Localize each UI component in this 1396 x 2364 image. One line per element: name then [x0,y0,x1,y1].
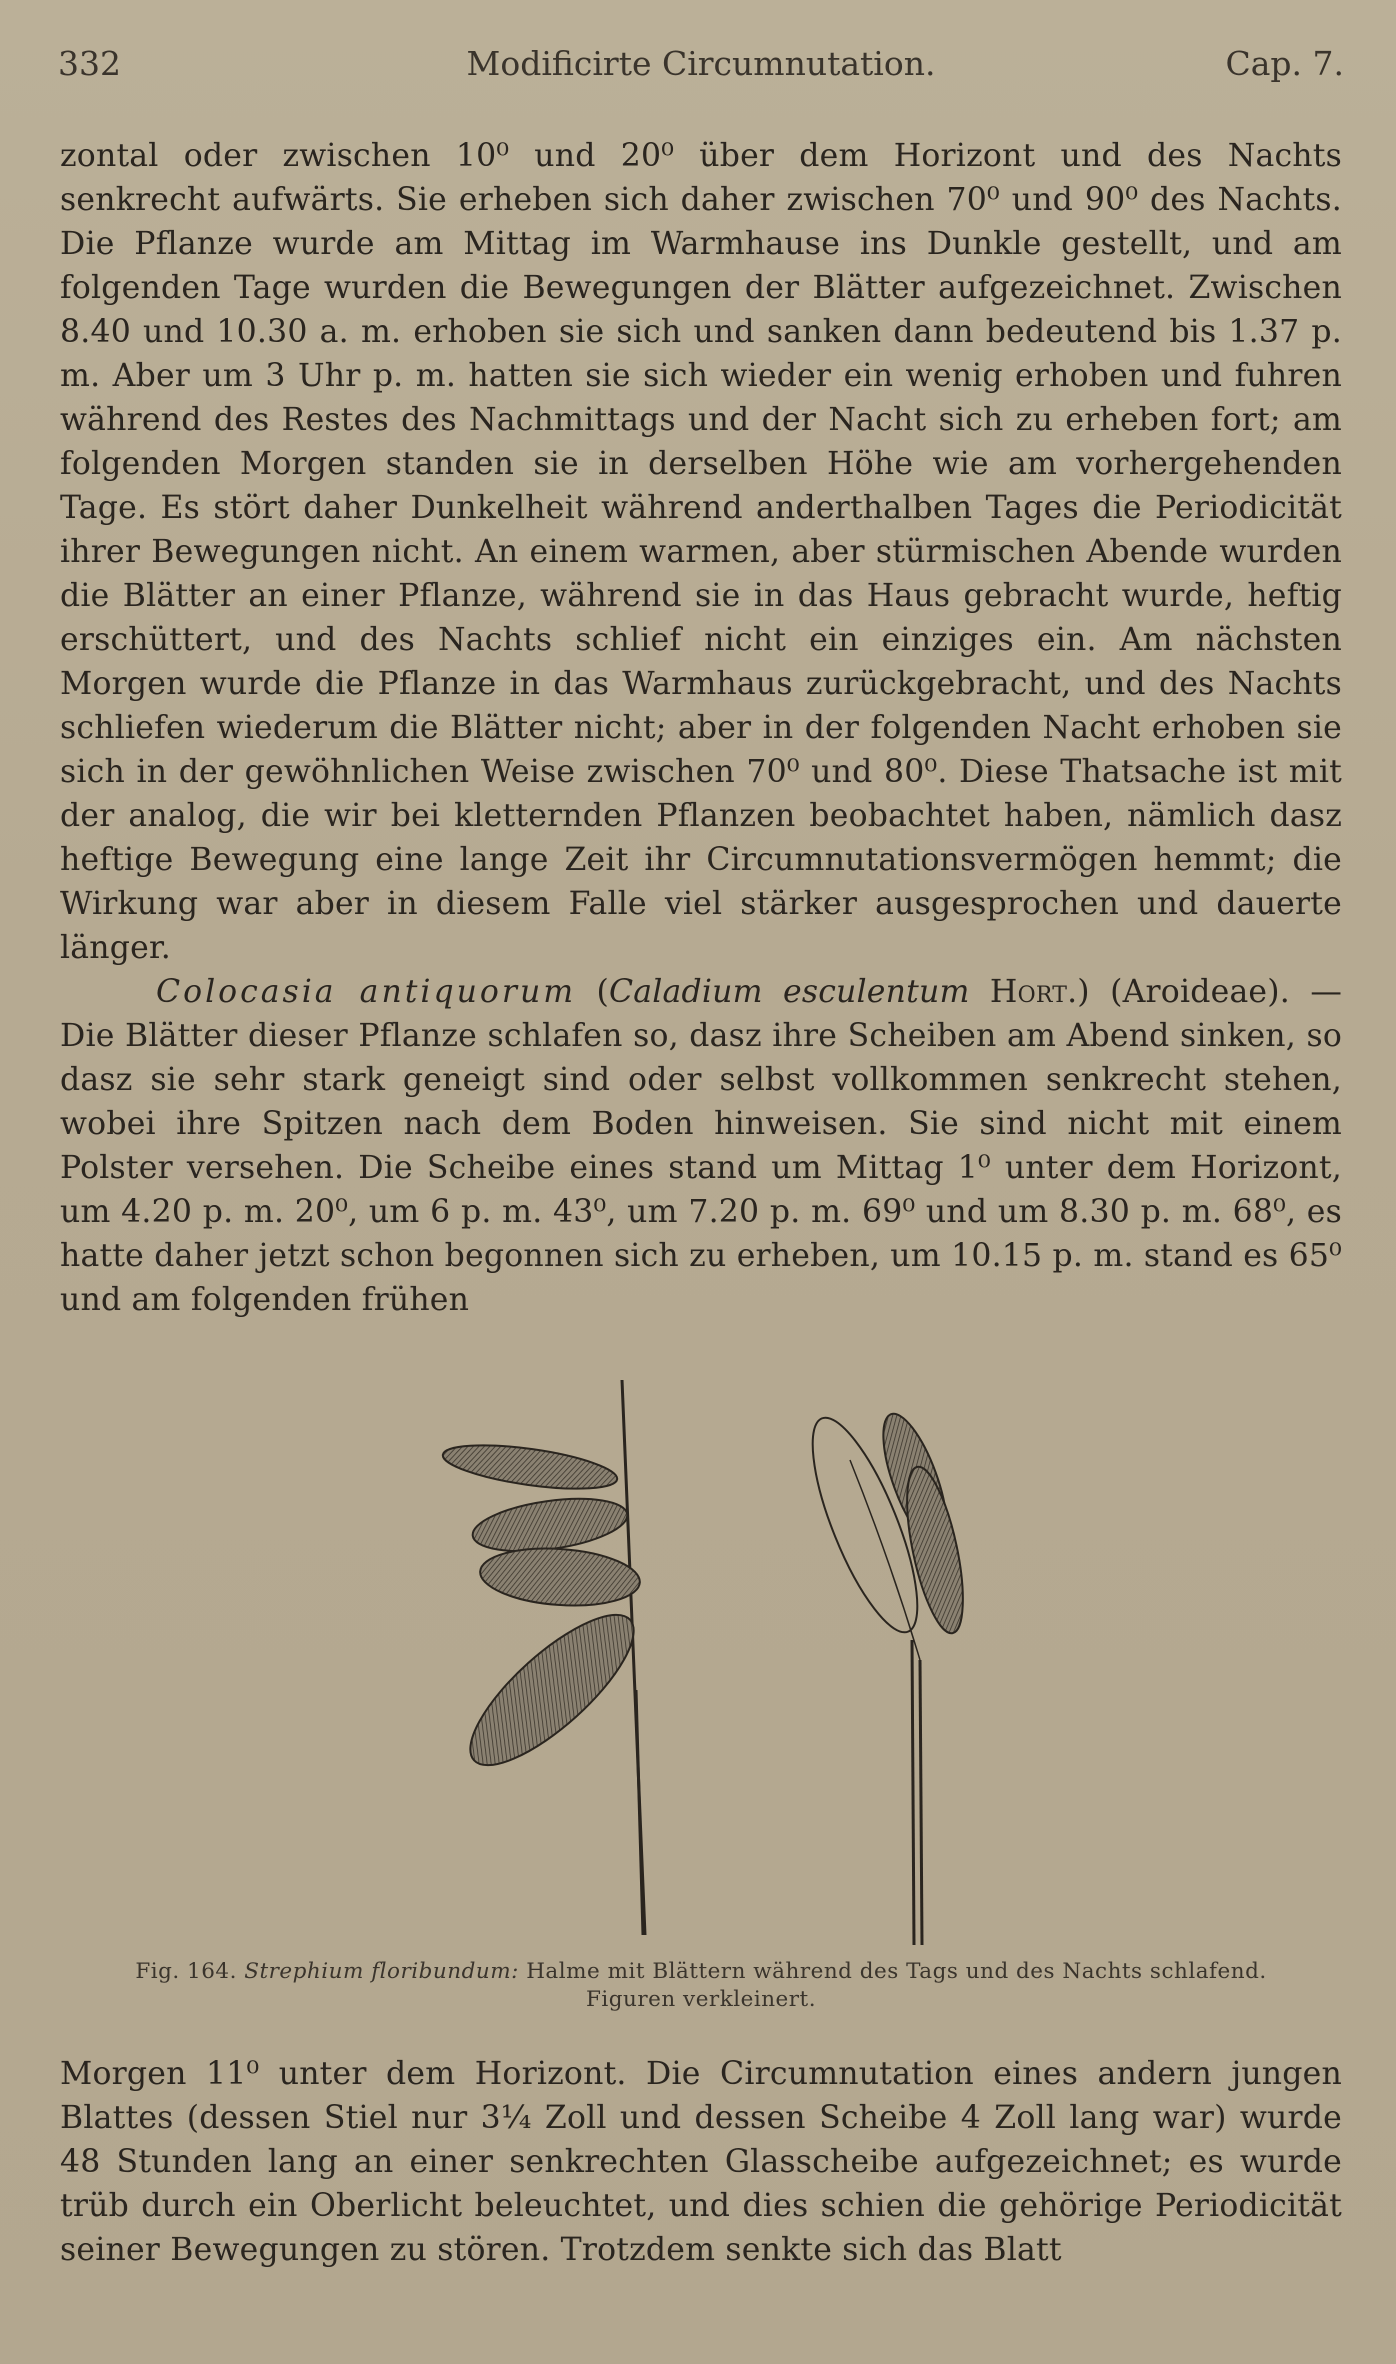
page-number: 332 [58,44,121,83]
caption-line [56,1958,1346,1986]
body-text-top [60,134,1342,1322]
caption-line-2: Figuren verkleinert. [585,1987,817,2012]
body-text-bottom [60,2052,1342,2272]
night-stalk [792,1406,974,1945]
figure-number: Fig. 164. [135,1959,237,1984]
figure-illustration [400,1360,1000,1960]
leaf [440,1437,619,1497]
paragraph: zontal oder zwischen 10⁰ und 20⁰ über dem Horizont und des Nachts senkrecht aufwärts. Sie erheben sich daher zwischen 70⁰ und 90⁰ des Nachts. Die Pflanze wurde am Mittag im Warmhause ins Dunkle gestellt, und am folgenden Tage wurden die Bewegungen der Blätter aufgezeichnet. Zwischen 8.40 und 10.30 a. m. erhoben sie sich und sanken dann bedeutend bis 1.37 p. m. Aber um 3 Uhr p. m. hatten sie sich wieder ein wenig erhoben und fuhren während des Restes des Nachmittags und der Nacht sich zu erheben fort; am folgenden Morgen standen sie in derselben Höhe wie am vorhergehenden Tage. Es stört daher Dunkelheit während anderthalben Tages die Periodicität ihrer Bewegungen nicht. An einem warmen, aber stürmischen Abende wurden die Blätter an einer Pflanze, während sie in das Haus gebracht wurde, heftig erschüttert, und des Nachts schlief nicht ein einziges ein. Am nächsten Morgen wurde die Pflanze in das Warmhaus zurückgebracht, und des Nachts schliefen wiederum die Blätter nicht; aber in der folgenden Nacht erhoben sie sich in der gewöhnlichen Weise zwischen 70⁰ und 80⁰. Diese Thatsache ist mit der analog, die wir bei kletternden Pflanzen beobachtet haben, nämlich dasz heftige Bewegung eine lange Zeit ihr Circumnutationsvermögen hemmt; die Wirkung war aber in diesem Falle viel stärker ausgesprochen und dauerte länger. [60,138,1342,966]
leaf [450,1593,654,1787]
figure-caption [56,1958,1346,2014]
synonym-name: Caladium esculentum [608,974,970,1010]
paragraph-text: — Die Blätter dieser Pflanze schlafen so, dasz ihre Scheiben am Abend sinken, so dasz sie sehr stark geneigt sind oder selbst vollkommen senkrecht stehen, wobei ihre Spitzen nach dem Boden hinweisen. Sie sind nicht mit einem Polster versehen. Die Scheibe eines stand um Mittag 1⁰ unter dem Horizont, um 4.20 p. m. 20⁰, um 6 p. m. 43⁰, um 7.20 p. m. 69⁰ und um 8.30 p. m. 68⁰, es hatte daher jetzt schon begonnen sich zu erheben, um 10.15 p. m. stand es 65⁰ und am folgenden frühen [60,974,1343,1318]
day-stalk [440,1380,654,1935]
running-title: Modificirte Circumnutation. [466,44,936,83]
species-name: Colocasia antiquorum [156,974,577,1010]
family-name: (Aroideae). [1110,974,1290,1010]
running-header [58,44,1344,94]
figure-species: Strephium floribundum: [244,1959,519,1984]
leaf [478,1543,642,1610]
paragraph: Morgen 11⁰ unter dem Horizont. Die Circumnutation eines andern jungen Blattes (dessen Stiel nur 3¼ Zoll und dessen Scheibe 4 Zoll lang war) wurde 48 Stunden lang an einer senkrechten Glasscheibe aufgezeichnet; es wurde trüb durch ein Oberlicht beleuchtet, und dies schien die gehörige Periodicität seiner Bewegungen zu stören. Trotzdem senkte sich das Blatt [60,2056,1342,2268]
chapter-label: Cap. 7. [1225,44,1344,83]
strephium-drawing [400,1360,1000,1960]
author-abbrev: Hort. [989,974,1078,1010]
paragraph-colocasia: Colocasia antiquorum (Caladium esculentum Hort.) (Aroideae). — Die Blätter dieser Pflanze schlafen so, dasz ihre Scheiben am Abend sinken, so dasz sie sehr stark geneigt sind oder selbst vollkommen senkrecht stehen, wobei ihre Spitzen nach dem Boden hinweisen. Sie sind nicht mit einem Polster versehen. Die Scheibe eines stand um Mittag 1⁰ unter dem Horizont, um 4.20 p. m. 20⁰, um 6 p. m. 43⁰, um 7.20 p. m. 69⁰ und um 8.30 p. m. 68⁰, es hatte daher jetzt schon begonnen sich zu erheben, um 10.15 p. m. stand es 65⁰ und am folgenden frühen [60,974,1343,1318]
caption-text: Halme mit Blättern während des Tags und des Nachts schlafend. [526,1959,1267,1984]
